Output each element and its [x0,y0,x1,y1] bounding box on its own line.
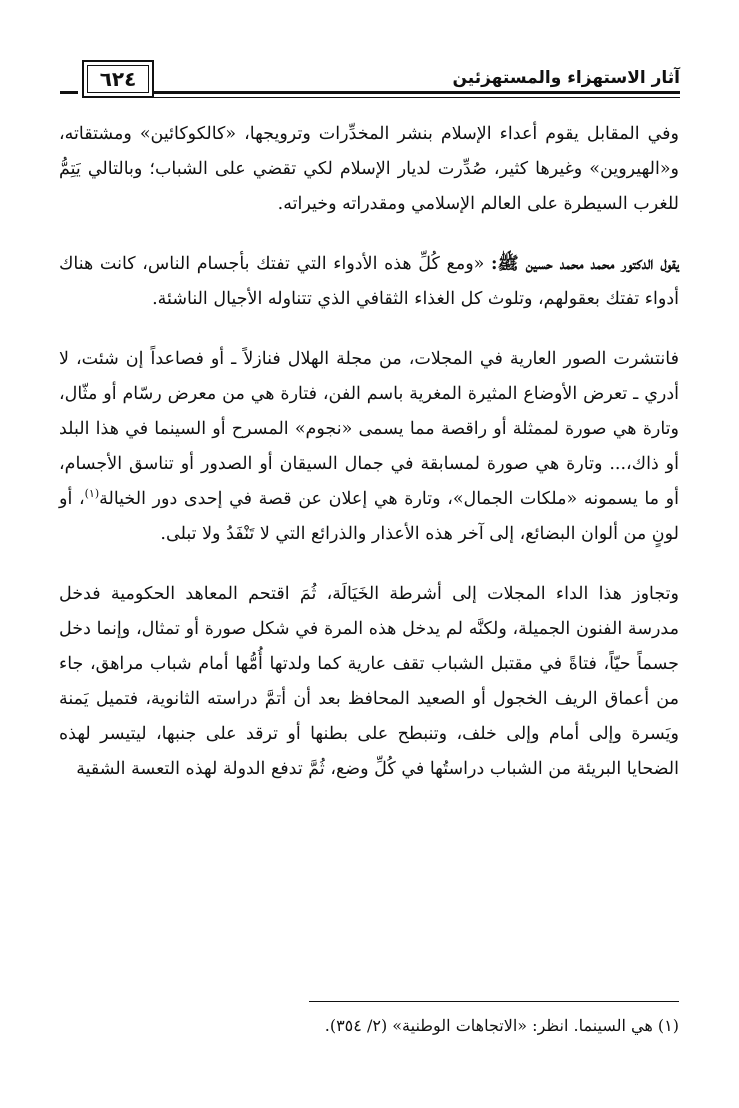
paragraph [59,577,679,787]
paragraph-text-part: فانتشرت الصور العارية في المجلات، من مجلة الهلال فنازلاً ـ أو فصاعداً إن شئت، لا أدري ـ تعرض الأوضاع المثيرة المغرية باسم الفن، فتارة هي من معرض رسّام أو مثّال، وتارة هي صورة لممثلة أو راقصة مما يسمى «نجوم» المسرح أو السينما في هذا البلد أو ذاك،... وتارة هي صورة لمسابقة في جمال السيقان أو الصدور أو تناسق الأجسام، أو ما يسمونه «ملكات الجمال»، وتارة هي إعلان عن قصة في إحدى دور الخيالة [59,349,679,509]
quote-text: «ومع كُلِّ هذه الأدواء التي تفتك بأجسام الناس، كانت هناك أدواء تفتك بعقولهم، وتلوث كل الغذاء الثقافي الذي تتناوله الأجيال الناشئة. [59,254,679,309]
paragraph-text: وتجاوز هذا الداء المجلات إلى أشرطة الخَيَالَة، ثُمَ اقتحم المعاهد الحكومية فدخل مدرسة الفنون الجميلة، ولكنَّه لم يدخل هذه المرة في شكل صورة أو تمثال، وإنما دخل جسماً حيّاً، فتاةً في مقتبل الشباب تقف عارية كما ولدتها أُمُّها أمام شباب مراهق، جاء من أعماق الريف الخجول أو الصعيد المحافظ بعد أن أتمَّ دراسته الثانوية، فتميل يَمنة ويَسرة وإلى أمام وإلى خلف، وتنبطح على بطنها أو ترقد على جنبها، ليتيسر لهذه الضحايا البريئة من الشباب دراستُها في كُلِّ وضع، ثُمَّ تدفع الدولة لهذه التعسة الشقية [59,584,679,779]
footnote-marker: (١) [84,487,100,501]
page-header [60,58,680,108]
header-rule [154,91,680,94]
quote-author: يقول الدكتور محمد محمد حسين ﷺ: [491,254,680,274]
paragraph-text-part: ، أو لونٍ من ألوان البضائع، إلى آخر هذه الأعذار والذرائع التي لا تَنْفَدُ ولا تبلى. [59,489,679,544]
header-rule-end [60,91,78,94]
paragraph-text [59,342,679,552]
body-text [59,117,679,812]
running-title: آثار الاستهزاء والمستهزئين [452,68,680,88]
paragraph-text [59,247,679,317]
paragraph [59,247,679,317]
paragraph [59,342,679,552]
paragraph [59,117,679,222]
paragraph-text: وفي المقابل يقوم أعداء الإسلام بنشر المخدِّرات وترويجها، «كالكوكائين» ومشتقاته، و«الهيروين» وغيرها كثير، صُدِّرت لديار الإسلام لكي تقضي على الشباب؛ وبالتالي يَتِمُّ للغرب السيطرة على العالم الإسلامي ومقدراته وخيراته. [59,124,679,214]
page-number-box [82,60,154,98]
footnote: (١) هي السينما. انظر: «الاتجاهات الوطنية» (٢/ ٣٥٤). [324,1016,679,1035]
header-rule-thin [154,97,680,98]
footnote-separator [309,1001,679,1002]
page-number: ٦٢٤ [87,65,149,93]
